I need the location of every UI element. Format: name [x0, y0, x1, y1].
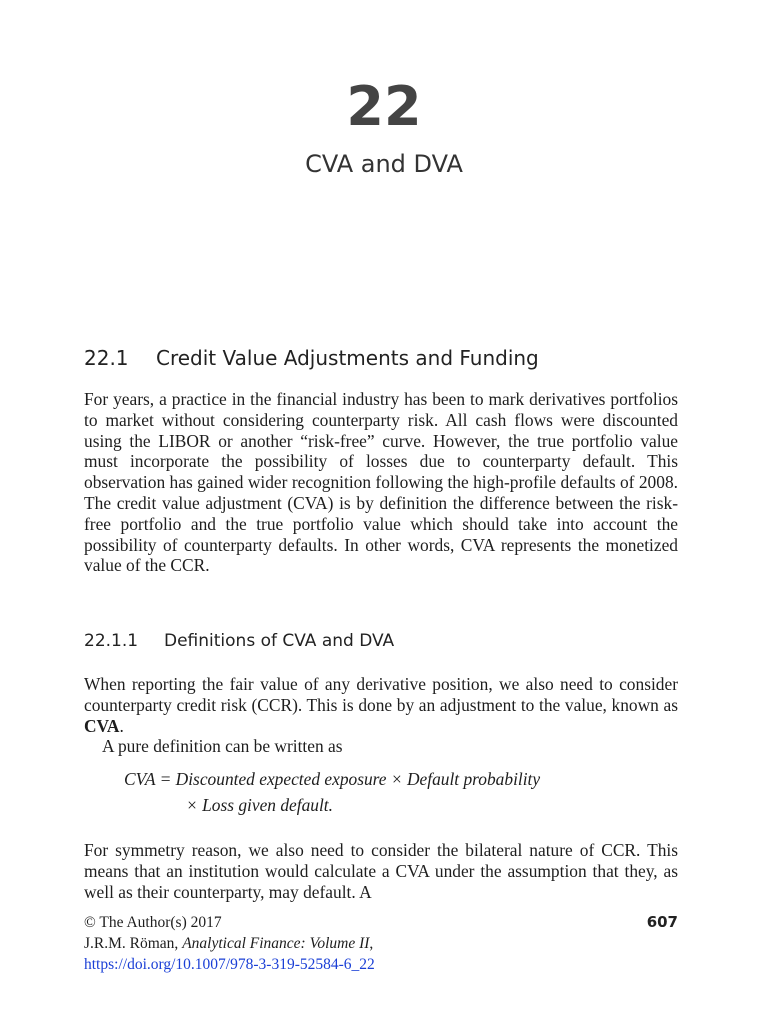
paragraph-text: When reporting the fair value of any derivative position, we also need to consider counterparty credit risk (CCR). This is done by an adjustment to the value, known as [84, 674, 678, 715]
subsection-title: Definitions of CVA and DVA [164, 631, 395, 651]
equation-line-1: CVA = Discounted expected exposure × Default probability [124, 769, 541, 789]
equation-line-2: × Loss given default. [186, 795, 333, 815]
doi-line [84, 954, 678, 975]
definition-intro: A pure definition can be written as [102, 736, 343, 757]
cva-term: CVA [84, 715, 120, 736]
subsection-heading [84, 628, 394, 654]
copyright-line: © The Author(s) 2017 [84, 914, 222, 931]
section-number: 22.1 [84, 346, 129, 370]
section-heading [84, 343, 539, 373]
citation-author: J.R.M. Röman, [84, 935, 183, 952]
citation-book-title: Analytical Finance: Volume II [182, 935, 370, 952]
paragraph-period: . [119, 715, 124, 736]
page-number: 607 [646, 913, 678, 931]
subsection-paragraph [84, 674, 678, 757]
doi-link[interactable]: https://doi.org/10.1007/978-3-319-52584-6_22 [84, 956, 375, 973]
citation-suffix: , [369, 935, 374, 952]
section-title: Credit Value Adjustments and Funding [156, 346, 539, 370]
chapter-number: 22 [346, 75, 422, 138]
symmetry-paragraph: For symmetry reason, we also need to consider the bilateral nature of CCR. This means that an institution would calculate a CVA under the assumption that they, as well as their counterparty, may default. A [84, 840, 678, 902]
subsection-number: 22.1.1 [84, 631, 139, 651]
section-paragraph: For years, a practice in the financial industry has been to mark derivatives portfolios to market without considering counterparty risk. All cash flows were discounted using the LIBOR or another “risk-free” curve. However, the true portfolio value must incorporate the possibility of losses due to counterparty default. This observation has gained wider recognition following the high-profile defaults of 2008. The credit value adjustment (CVA) is by definition the difference between the risk-free portfolio and the true portfolio value which should take into account the possibility of counterparty defaults. In other words, CVA represents the monetized value of the CCR. [84, 389, 678, 576]
chapter-title: CVA and DVA [305, 150, 463, 178]
citation-line [84, 933, 678, 954]
